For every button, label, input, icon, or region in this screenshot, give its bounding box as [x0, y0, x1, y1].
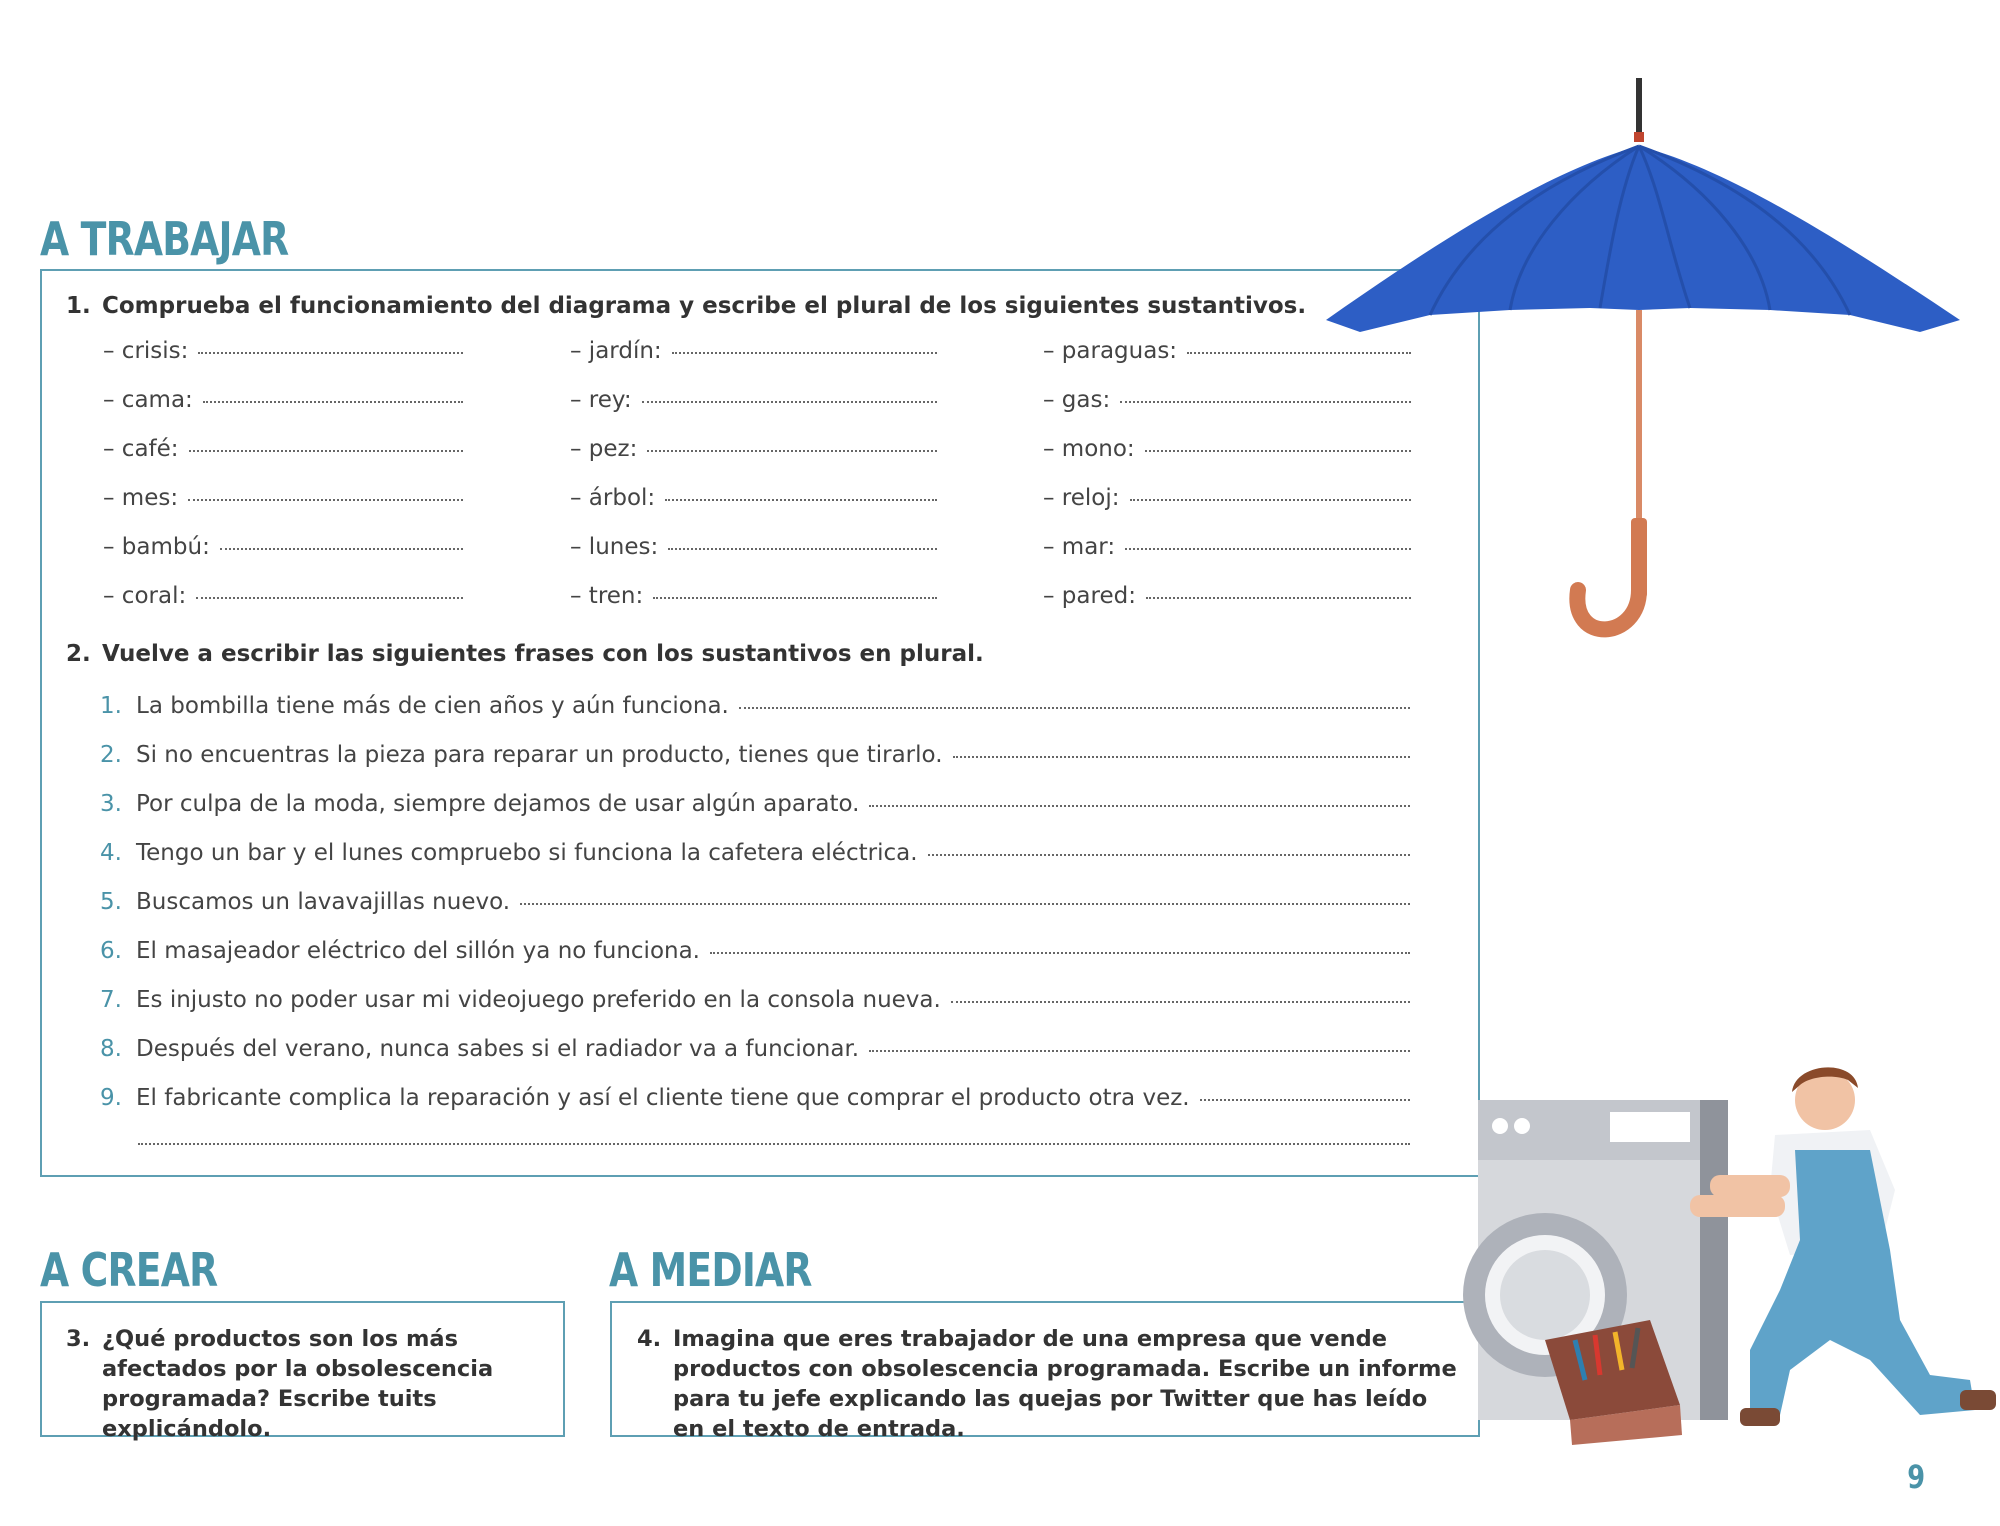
noun-item: – mono:	[1043, 436, 1411, 462]
exercise-4-number: 4.	[637, 1326, 662, 1352]
answer-line[interactable]	[653, 596, 937, 599]
answer-line[interactable]	[668, 547, 937, 550]
noun-item: – pez:	[570, 436, 937, 462]
noun-item: – reloj:	[1043, 485, 1411, 511]
sentence-item: 6. El masajeador eléctrico del sillón ya no funciona.	[100, 938, 1410, 964]
noun-item: – rey:	[570, 387, 937, 413]
answer-line[interactable]	[196, 596, 463, 599]
exercise-3	[66, 1324, 556, 1444]
noun-item: – crisis:	[103, 338, 463, 364]
answer-line[interactable]	[953, 755, 1410, 758]
noun-item: – paraguas:	[1043, 338, 1411, 364]
exercise-1-heading	[66, 293, 1306, 319]
noun-item: – pared:	[1043, 583, 1411, 609]
page-number: 9	[1907, 1458, 1926, 1496]
sentence-item: 2. Si no encuentras la pieza para reparar un producto, tienes que tirarlo.	[100, 742, 1410, 768]
sentence-item: 4. Tengo un bar y el lunes compruebo si funciona la cafetera eléctrica.	[100, 840, 1410, 866]
umbrella-illustration	[1320, 70, 1970, 650]
sentence-item: 1. La bombilla tiene más de cien años y aún funciona.	[100, 693, 1410, 719]
exercise-3-number: 3.	[66, 1326, 91, 1352]
noun-item: – jardín:	[570, 338, 937, 364]
exercise-1-instruction: Comprueba el funcionamiento del diagrama y escribe el plural de los siguientes sustantivos.	[102, 293, 1307, 319]
noun-item: – cama:	[103, 387, 463, 413]
sentence-item: 8. Después del verano, nunca sabes si el radiador va a funcionar.	[100, 1036, 1410, 1062]
answer-line-continuation[interactable]	[138, 1142, 1410, 1145]
exercise-4-text: Imagina que eres trabajador de una empresa que vende productos con obsolescencia programada. Escribe un informe para tu jefe explicando las quejas por Twitter que has leído en el texto de entrada.	[673, 1326, 1457, 1442]
answer-line[interactable]	[928, 853, 1410, 856]
noun-item: – mes:	[103, 485, 463, 511]
exercise-2-heading	[66, 641, 984, 667]
sentence-item: 3. Por culpa de la moda, siempre dejamos de usar algún aparato.	[100, 791, 1410, 817]
exercise-3-text: ¿Qué productos son los más afectados por la obsolescencia programada? Escribe tuits explicándolo.	[102, 1326, 494, 1442]
answer-line[interactable]	[869, 1049, 1410, 1052]
answer-line[interactable]	[951, 1000, 1410, 1003]
answer-line[interactable]	[520, 902, 1410, 905]
noun-item: – coral:	[103, 583, 463, 609]
sentence-item: 9. El fabricante complica la reparación y así el cliente tiene que comprar el producto otra vez.	[100, 1085, 1410, 1111]
section-title-a-trabajar: A TRABAJAR	[40, 212, 289, 266]
sentence-item: 7. Es injusto no poder usar mi videojuego preferido en la consola nueva.	[100, 987, 1410, 1013]
noun-item: – árbol:	[570, 485, 937, 511]
answer-line[interactable]	[188, 498, 463, 501]
exercise-2-instruction: Vuelve a escribir las siguientes frases con los sustantivos en plural.	[102, 641, 984, 667]
answer-line[interactable]	[220, 547, 463, 550]
answer-line[interactable]	[672, 351, 937, 354]
answer-line[interactable]	[665, 498, 937, 501]
answer-line[interactable]	[869, 804, 1410, 807]
answer-line[interactable]	[642, 400, 937, 403]
answer-line[interactable]	[1200, 1098, 1410, 1101]
umbrella-handle-icon	[1577, 590, 1639, 629]
noun-item: – tren:	[570, 583, 937, 609]
technician-washing-machine-illustration	[1450, 1040, 2000, 1460]
exercise-2-number: 2.	[66, 641, 91, 667]
exercise-4	[637, 1324, 1459, 1444]
noun-item: – café:	[103, 436, 463, 462]
answer-line[interactable]	[198, 351, 463, 354]
noun-item: – lunes:	[570, 534, 937, 560]
umbrella-canopy-icon	[1326, 146, 1960, 332]
answer-line[interactable]	[710, 951, 1410, 954]
section-title-a-mediar: A MEDIAR	[609, 1243, 812, 1297]
answer-line[interactable]	[739, 706, 1410, 709]
noun-item: – mar:	[1043, 534, 1411, 560]
exercise-1-number: 1.	[66, 293, 91, 319]
sentence-item: 5. Buscamos un lavavajillas nuevo.	[100, 889, 1410, 915]
noun-item: – bambú:	[103, 534, 463, 560]
answer-line[interactable]	[203, 400, 463, 403]
section-title-a-crear: A CREAR	[40, 1243, 218, 1297]
answer-line[interactable]	[189, 449, 463, 452]
noun-item: – gas:	[1043, 387, 1411, 413]
umbrella-tip-icon	[1636, 78, 1642, 138]
answer-line[interactable]	[647, 449, 937, 452]
